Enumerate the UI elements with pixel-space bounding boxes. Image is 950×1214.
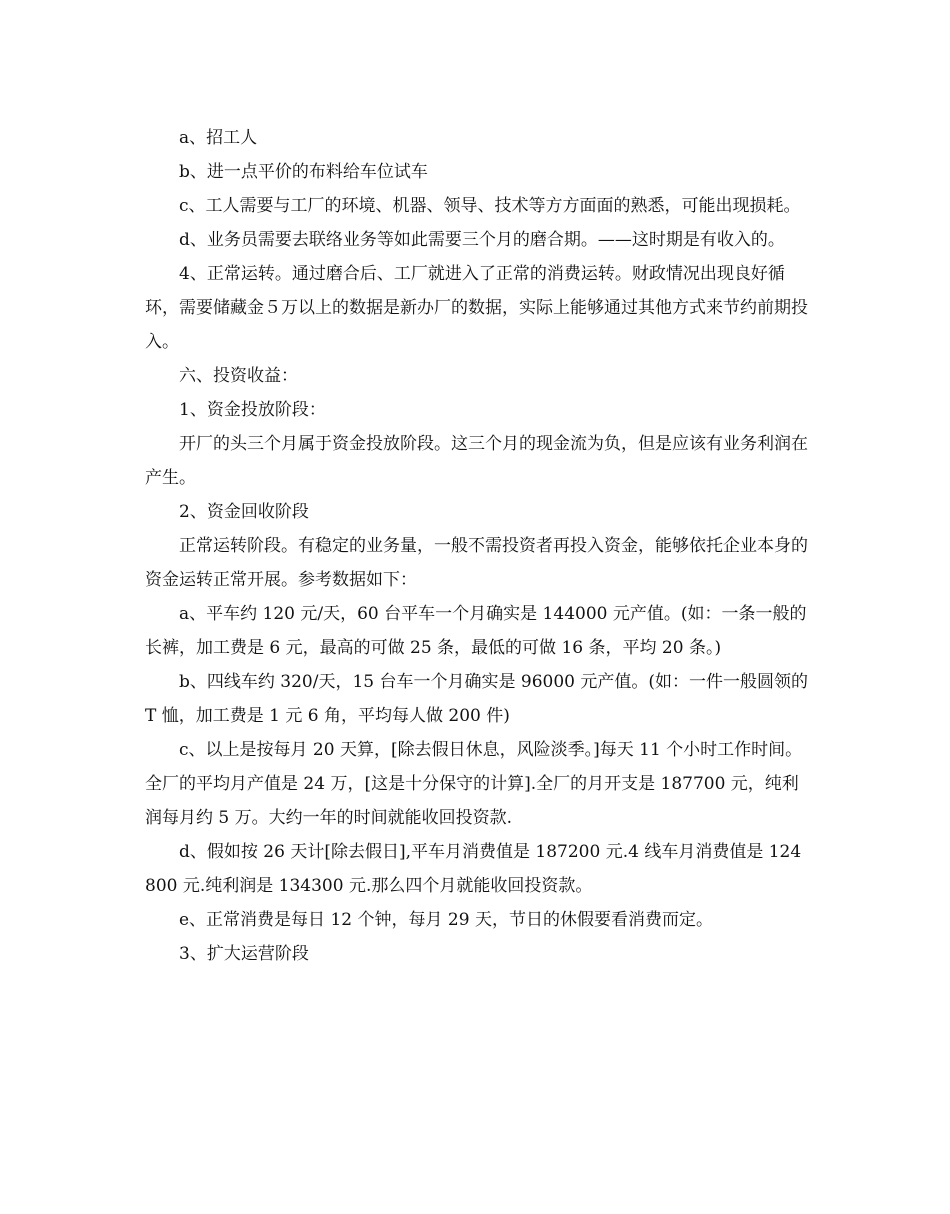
subheading-capital-recovery-stage: 2、资金回收阶段 <box>179 502 309 522</box>
paragraph-monthly-calculation: c、以上是按每月 20 天算，[除去假日休息，风险淡季。]每天 11 个小时工作时间。全厂的平均月产值是 24 万，[这是十分保守的计算].全厂的月开支是 187700 元，纯利润每月约 5 万。大约一年的时间就能收回投资款. <box>145 740 803 828</box>
paragraph-trial-fabric: b、进一点平价的布料给车位试车 <box>179 162 428 182</box>
document-body <box>145 121 810 971</box>
paragraph-salesperson-break-in: d、业务员需要去联络业务等如此需要三个月的磨合期。——这时期是有收入的。 <box>179 230 785 250</box>
paragraph-overlock-machine-output: b、四线车约 320/天，15 台车一个月确实是 96000 元产值。(如：一件一般圆领的 T 恤，加工费是 1 元 6 角，平均每人做 200 件) <box>145 672 809 726</box>
paragraph-normal-operation: 4、正常运转。通过磨合后、工厂就进入了正常的消费运转。财政情况出现良好循环，需要储藏金５万以上的数据是新办厂的数据，实际上能够通过其他方式来节约前期投入。 <box>145 264 808 352</box>
paragraph-normal-consumption: e、正常消费是每日 12 个钟，每月 29 天，节日的休假要看消费而定。 <box>179 910 713 930</box>
section-heading-investment-return: 六、投资收益： <box>179 366 298 386</box>
paragraph-recruit-workers: a、招工人 <box>179 128 258 148</box>
paragraph-capital-recovery: 正常运转阶段。有稳定的业务量，一般不需投资者再投入资金，能够依托企业本身的资金运转正常开展。参考数据如下： <box>145 536 808 590</box>
paragraph-worker-familiarity: c、工人需要与工厂的环境、机器、领导、技术等方方面面的熟悉，可能出现损耗。 <box>179 196 801 216</box>
paragraph-capital-investment: 开厂的头三个月属于资金投放阶段。这三个月的现金流为负，但是应该有业务利润在产生。 <box>145 434 808 488</box>
paragraph-flat-machine-output: a、平车约 120 元/天，60 台平车一个月确实是 144000 元产值。(如：一条一般的长裤，加工费是 6 元，最高的可做 25 条，最低的可做 16 条，平均 20 条。) <box>145 604 807 658</box>
subheading-capital-investment-stage: 1、资金投放阶段： <box>179 400 326 420</box>
subheading-expansion-stage: 3、扩大运营阶段 <box>179 944 309 964</box>
paragraph-26-day-calculation: d、假如按 26 天计[除去假日],平车月消费值是 187200 元.4 线车月消费值是 124800 元.纯利润是 134300 元.那么四个月就能收回投资款。 <box>145 842 802 896</box>
